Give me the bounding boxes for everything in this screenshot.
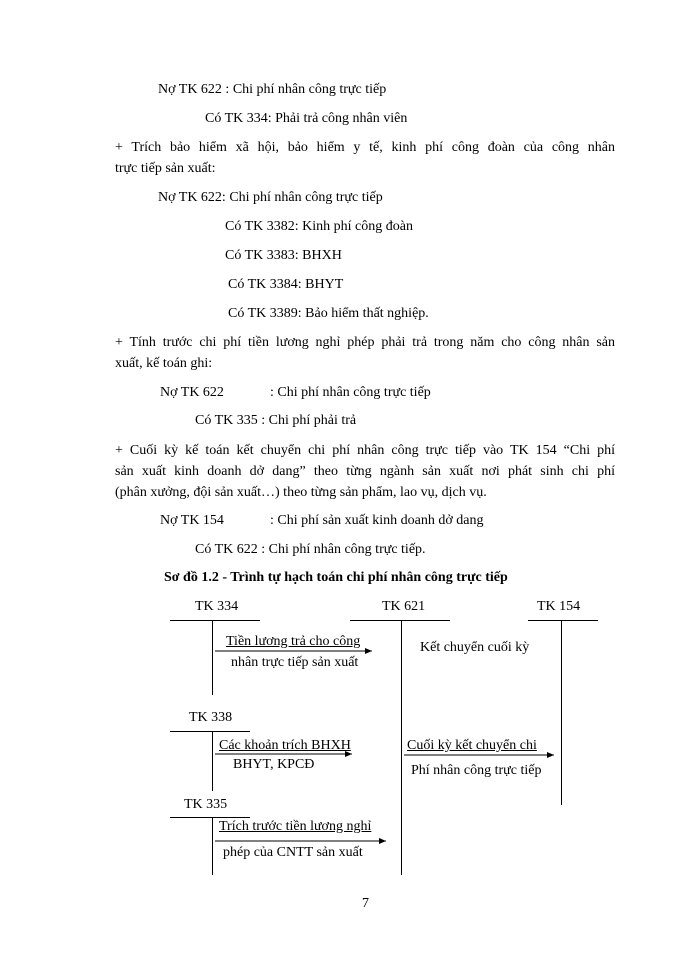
flow-334-line2: nhân trực tiếp sản xuất <box>231 655 359 670</box>
flow-335-line2: phép của CNTT sản xuất <box>223 845 363 860</box>
page-number: 7 <box>362 896 369 911</box>
para3-line2: sản xuất kinh doanh dở dang” theo từng ngành sản xuất nơi phát sinh chi phí <box>115 464 615 479</box>
entry3-debit-account: Nợ TK 622 <box>160 385 224 400</box>
para1-line2: trực tiếp sản xuất: <box>115 161 216 176</box>
para2-line1: + Tính trước chi phí tiền lương nghỉ phép phải trả trong năm cho công nhân sản <box>115 335 615 350</box>
entry2-credit-3389: Có TK 3389: Bảo hiểm thất nghiệp. <box>228 306 429 321</box>
entry3-debit-desc: : Chi phí nhân công trực tiếp <box>270 385 431 400</box>
tk334-label: TK 334 <box>195 599 239 614</box>
diagram-title: Sơ đồ 1.2 - Trình tự hạch toán chi phí nhân công trực tiếp <box>164 570 508 585</box>
entry2-credit-3384: Có TK 3384: BHYT <box>228 277 344 292</box>
flow-621-out: Kết chuyển cuối kỳ <box>420 640 530 655</box>
entry4-credit: Có TK 622 : Chi phí nhân công trực tiếp. <box>195 542 426 557</box>
entry2-debit: Nợ TK 622: Chi phí nhân công trực tiếp <box>158 190 383 205</box>
para3-line1: + Cuối kỳ kế toán kết chuyển chi phí nhân công trực tiếp vào TK 154 “Chi phí <box>115 443 615 458</box>
entry4-debit-desc: : Chi phí sản xuất kinh doanh dở dang <box>270 513 484 528</box>
flow-154-line1: Cuối kỳ kết chuyển chi <box>407 738 537 753</box>
para1-line1: + Trích bảo hiểm xã hội, bảo hiểm y tế, kinh phí công đoàn của công nhân <box>115 140 615 155</box>
flow-154-line2: Phí nhân công trực tiếp <box>411 763 542 778</box>
flow-338-line2: BHYT, KPCĐ <box>233 757 315 772</box>
entry1-debit: Nợ TK 622 : Chi phí nhân công trực tiếp <box>158 82 387 97</box>
tk335-label: TK 335 <box>184 797 228 812</box>
tk338-label: TK 338 <box>189 710 233 725</box>
para3-line3: (phân xưởng, đội sản xuất…) theo từng sản phẩm, lao vụ, dịch vụ. <box>115 485 487 500</box>
entry2-credit-3383: Có TK 3383: BHXH <box>225 248 342 263</box>
entry2-credit-3382: Có TK 3382: Kinh phí công đoàn <box>225 219 413 234</box>
para2-line2: xuất, kế toán ghi: <box>115 356 213 371</box>
tk621-label: TK 621 <box>382 599 426 614</box>
flow-335-line1: Trích trước tiền lương nghỉ <box>219 819 372 834</box>
entry4-debit-account: Nợ TK 154 <box>160 513 224 528</box>
flow-334-line1: Tiền lương trả cho công <box>226 634 361 649</box>
tk154-label: TK 154 <box>537 599 581 614</box>
entry1-credit: Có TK 334: Phải trả công nhân viên <box>205 111 408 126</box>
entry3-credit: Có TK 335 : Chi phí phải trả <box>195 413 357 428</box>
flow-338-line1: Các khoản trích BHXH <box>219 738 351 753</box>
